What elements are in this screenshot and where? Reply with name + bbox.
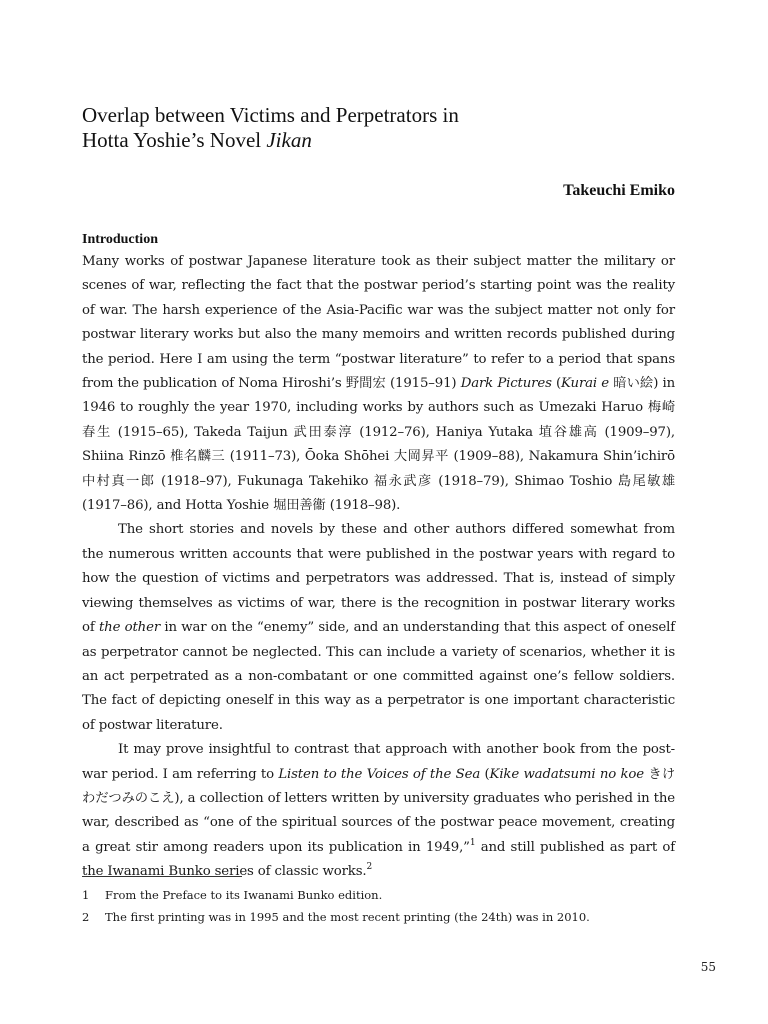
article [82, 103, 675, 885]
page-number: 55 [700, 960, 716, 974]
p3-text-a: It may prove insightful to contrast that approach with another book from the post-war period. I am referring to [82, 742, 675, 782]
p1-text-b: ( [551, 376, 562, 392]
title-italic: Jikan [266, 128, 312, 152]
title-line-2: Hotta Yoshie’s Novel [82, 128, 267, 152]
footnote-number: 1 [82, 888, 90, 902]
footnote-text: The first printing was in 1995 and the most recent printing (the 24th) was in 2010. [105, 910, 590, 924]
footnote-number: 2 [82, 910, 90, 924]
title-line-1: Overlap between Victims and Perpetrators in [82, 103, 459, 127]
p3-text-d: and still published as part of the Iwanami Bunko series of classic works. [82, 839, 675, 880]
p2-text-a: The short stories and novels by these and other authors differed somewhat from the numerous written accounts that were published in the postwar years with regard to how the question of victims and perpetrators was addressed. That is, instead of simply viewing themselves as victims of war, there is the recognition in postwar literary works of [82, 522, 675, 636]
footnote-divider [82, 876, 242, 877]
p1-text-c: 暗い絵) in 1946 to roughly the year 1970, including works by authors such as Umezaki Haruo 梅崎春生 (1915–65), Takeda Taijun 武田泰淳 (1912–76), Haniya Yutaka 埴谷雄高 (1909–97), Shiina Rinzō 椎名麟三 (1911–73), Ōoka Shōhei 大岡昇平 (1909–88), Nakamura Shin’ichirō 中村真一郎 (1918–97), Fukunaga Takehiko 福永武彦 (1918–79), Shimao Toshio 島尾敏雄 (1917–86), and Hotta Yoshie 堀田善衞 (1918–98). [82, 376, 676, 514]
paragraph-2 [82, 518, 675, 738]
p3-text-c: きけわだつみのこえ), a collection of letters written by university graduates who perished in the war, described as “one of the spiritual sources of the postwar peace movement, creating a great stir among readers upon its publication in 1949,” [82, 766, 675, 855]
section-heading: Introduction [82, 232, 158, 247]
article-title [82, 103, 675, 153]
footnote-ref-1[interactable]: 1 [469, 837, 476, 848]
p3-text-b: ( [480, 766, 490, 782]
p2-text-b: in war on the “enemy” side, and an understanding that this aspect of oneself as perpetrator cannot be neglected. This can include a variety of scenarios, whether it is an act perpetrated as a non-combatant or one committed against one’s fellow soldiers. The fact of depicting oneself in this way as a perpetrator is one important characteristic of postwar literature. [82, 620, 675, 733]
p1-text-a: Many works of postwar Japanese literature took as their subject matter the military or scenes of war, reflecting the fact that the postwar period’s starting point was the reality of war. The harsh experience of the Asia-Pacific war was the subject matter not only for postwar literary works but also the many memoirs and written records published during the period. Here I am using the term “postwar literature” to refer to a period that spans from the publication of Noma Hiroshi’s 野間宏 (1915–91) [82, 254, 675, 392]
p3-italic-2: Kike wadatsumi no koe [489, 766, 644, 782]
paragraph-1 [82, 250, 675, 518]
footnote-ref-2[interactable]: 2 [366, 862, 373, 873]
p2-italic-1: the other [98, 620, 161, 636]
footnote-2 [82, 906, 675, 928]
footnote-1 [82, 884, 675, 906]
p1-italic-1: Dark Pictures [460, 376, 552, 392]
paragraph-3 [82, 738, 675, 884]
p3-italic-1: Listen to the Voices of the Sea [278, 766, 481, 782]
footnotes [82, 884, 675, 928]
footnote-text: From the Preface to its Iwanami Bunko edition. [105, 888, 383, 902]
p1-italic-2: Kurai e [561, 376, 610, 392]
author-name: Takeuchi Emiko [563, 182, 675, 199]
